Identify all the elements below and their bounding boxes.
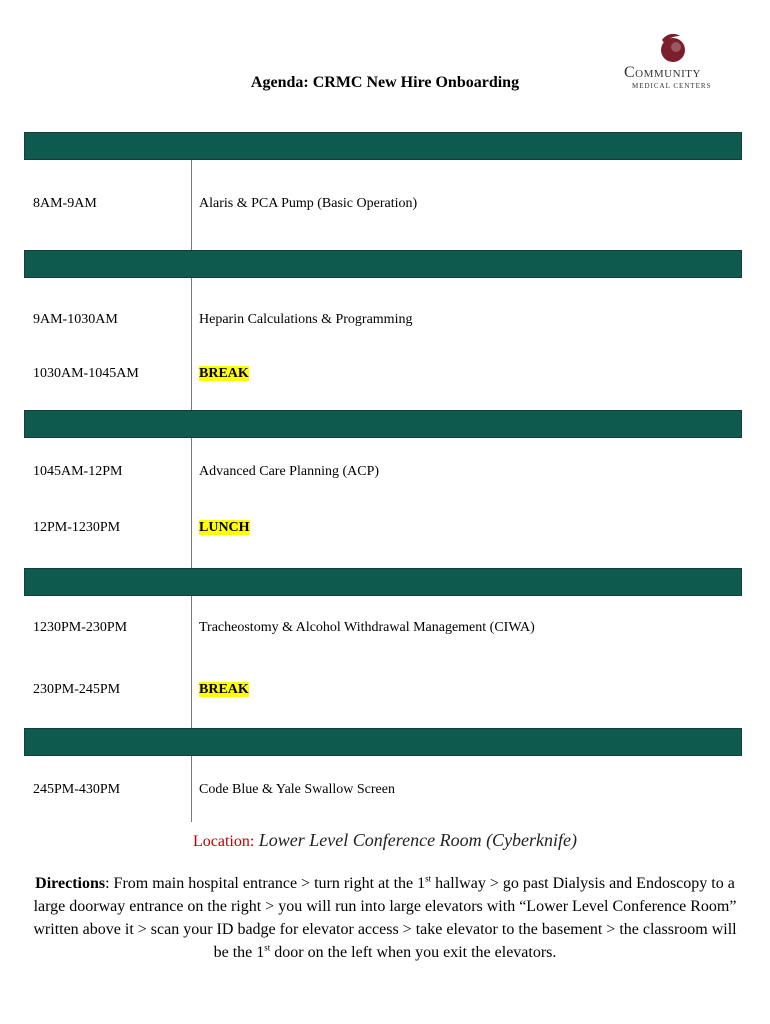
section-band: [24, 132, 742, 160]
lunch-label: LUNCH: [199, 520, 250, 535]
logo-text-community: Community: [624, 64, 701, 81]
schedule-item: Alaris & PCA Pump (Basic Operation): [199, 196, 418, 211]
break-label: BREAK: [199, 366, 249, 381]
column-divider: [191, 596, 192, 728]
logo-mark-icon: [656, 32, 690, 64]
schedule-time: 8AM-9AM: [33, 196, 97, 211]
ordinal-suffix: st: [425, 873, 432, 884]
column-divider: [191, 160, 192, 250]
community-logo: [618, 32, 728, 94]
schedule-time: 245PM-430PM: [33, 782, 121, 797]
schedule-item: Heparin Calculations & Programming: [199, 312, 413, 327]
schedule-item: Code Blue & Yale Swallow Screen: [199, 782, 395, 797]
section-band: [24, 250, 742, 278]
break-label: BREAK: [199, 682, 249, 697]
schedule-item: Advanced Care Planning (ACP): [199, 464, 380, 479]
directions-text-2: hallway > go past Dialysis and Endoscopy to a large doorway entrance on the right > you will run into large elevators with “Lower Level Conference Room” written above it > scan your ID badge for elevator access > take elevator to the basement > the classroom will be the 1: [33, 875, 737, 961]
location-line: [0, 830, 770, 851]
schedule-time: 1030AM-1045AM: [33, 366, 139, 381]
section-band: [24, 410, 742, 438]
section-band: [24, 728, 742, 756]
logo-text-medical-centers: MEDICAL CENTERS: [632, 82, 712, 90]
schedule-time: 230PM-245PM: [33, 682, 121, 697]
column-divider: [191, 438, 192, 568]
directions-label: Directions: [35, 875, 106, 892]
schedule-item: Tracheostomy & Alcohol Withdrawal Management (CIWA): [199, 620, 535, 635]
column-divider: [191, 756, 192, 822]
ordinal-suffix: st: [264, 942, 271, 953]
schedule-time: 12PM-1230PM: [33, 520, 121, 535]
directions-text-3: door on the left when you exit the elevators.: [270, 944, 557, 961]
directions-paragraph: [24, 872, 746, 964]
section-band: [24, 568, 742, 596]
page-title: Agenda: CRMC New Hire Onboarding: [250, 74, 520, 91]
schedule-time: 1045AM-12PM: [33, 464, 123, 479]
location-value: Lower Level Conference Room (Cyberknife): [258, 830, 578, 850]
schedule-time: 9AM-1030AM: [33, 312, 118, 327]
directions-text-1: : From main hospital entrance > turn right at the 1: [105, 875, 426, 892]
column-divider: [191, 278, 192, 410]
schedule-time: 1230PM-230PM: [33, 620, 128, 635]
location-label: Location:: [192, 833, 255, 850]
